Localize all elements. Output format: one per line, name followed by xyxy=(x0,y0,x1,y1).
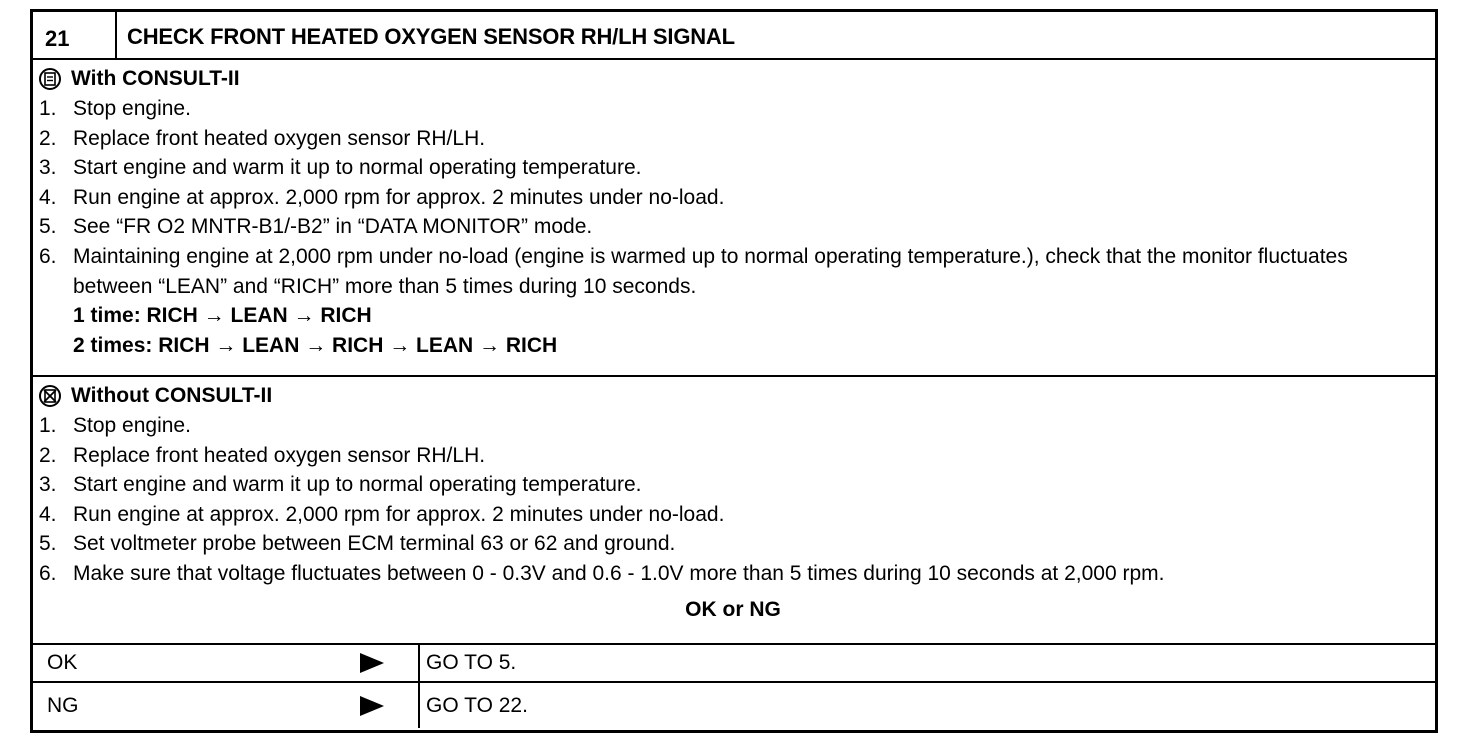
step-index: 3. xyxy=(39,473,57,497)
result-action: GO TO 5. xyxy=(426,651,517,674)
result-status: OK xyxy=(47,651,78,674)
no-consult-icon xyxy=(39,385,61,407)
list-item xyxy=(39,124,1427,154)
list-item xyxy=(39,212,1427,242)
step-text: See “FR O2 MNTR-B1/-B2” in “DATA MONITOR” mode. xyxy=(73,215,593,239)
fluctuation-example-1: 1 time: RICH → LEAN → RICH xyxy=(73,304,372,328)
step-text: Maintaining engine at 2,000 rpm under no-load (engine is warmed up to normal operating temperature.), check that the monitor fluctuates between “LEAN” and “RICH” more than 5 times during 10 seconds. xyxy=(73,244,1348,298)
without-consult-section xyxy=(33,377,1435,645)
step-index: 2. xyxy=(39,126,57,150)
list-item xyxy=(39,500,1427,530)
list-item xyxy=(39,183,1427,213)
step-text: Stop engine. xyxy=(73,414,191,437)
step-text: Replace front heated oxygen sensor RH/LH. xyxy=(73,443,486,467)
list-item xyxy=(39,559,1427,589)
arrow-right-icon xyxy=(360,653,384,673)
step-index: 5. xyxy=(39,215,57,239)
step-text: Start engine and warm it up to normal operating temperature. xyxy=(73,473,642,497)
without-consult-heading xyxy=(39,381,1427,411)
with-consult-section xyxy=(33,60,1435,377)
step-text: Set voltmeter probe between ECM terminal 63 or 62 and ground. xyxy=(73,532,676,556)
step-header xyxy=(33,12,1435,60)
step-index: 6. xyxy=(39,561,57,585)
step-index: 6. xyxy=(39,244,57,268)
list-item xyxy=(39,470,1427,500)
with-consult-title: With CONSULT-II xyxy=(71,67,240,91)
step-index: 1. xyxy=(39,97,57,120)
step-text: Stop engine. xyxy=(73,97,191,120)
step-number: 21 xyxy=(33,12,117,58)
list-item xyxy=(39,94,1427,124)
step-text: Make sure that voltage fluctuates between 0 - 0.3V and 0.6 - 1.0V more than 5 times during 10 seconds at 2,000 rpm. xyxy=(73,561,1165,585)
result-status-cell xyxy=(33,645,420,681)
step-index: 1. xyxy=(39,414,57,437)
diagnostic-step-table xyxy=(30,9,1438,733)
step-index: 4. xyxy=(39,502,57,526)
list-item xyxy=(39,242,1427,301)
list-item xyxy=(39,411,1427,441)
step-text: Start engine and warm it up to normal operating temperature. xyxy=(73,156,642,180)
ok-or-ng-label: OK or NG xyxy=(685,597,781,621)
step-text: Run engine at approx. 2,000 rpm for approx. 2 minutes under no-load. xyxy=(73,185,725,209)
step-text: Replace front heated oxygen sensor RH/LH. xyxy=(73,126,486,150)
step-index: 2. xyxy=(39,443,57,467)
step-index: 5. xyxy=(39,532,57,556)
result-row-ok xyxy=(33,645,1435,683)
result-row-ng xyxy=(33,683,1435,728)
list-item xyxy=(39,529,1427,559)
step-text: Run engine at approx. 2,000 rpm for approx. 2 minutes under no-load. xyxy=(73,502,725,526)
result-status: NG xyxy=(47,693,79,717)
step-index: 4. xyxy=(39,185,57,209)
step-title: CHECK FRONT HEATED OXYGEN SENSOR RH/LH SIGNAL xyxy=(127,24,735,49)
with-consult-heading xyxy=(39,64,1427,94)
result-status-cell xyxy=(33,683,420,728)
arrow-right-icon xyxy=(360,696,384,716)
consult-tester-icon xyxy=(39,68,61,90)
without-consult-title: Without CONSULT-II xyxy=(71,384,273,408)
list-item xyxy=(39,441,1427,471)
result-action: GO TO 22. xyxy=(426,693,528,717)
list-item xyxy=(39,153,1427,183)
fluctuation-example-2: 2 times: RICH → LEAN → RICH → LEAN → RICH xyxy=(73,333,558,357)
step-index: 3. xyxy=(39,156,57,180)
